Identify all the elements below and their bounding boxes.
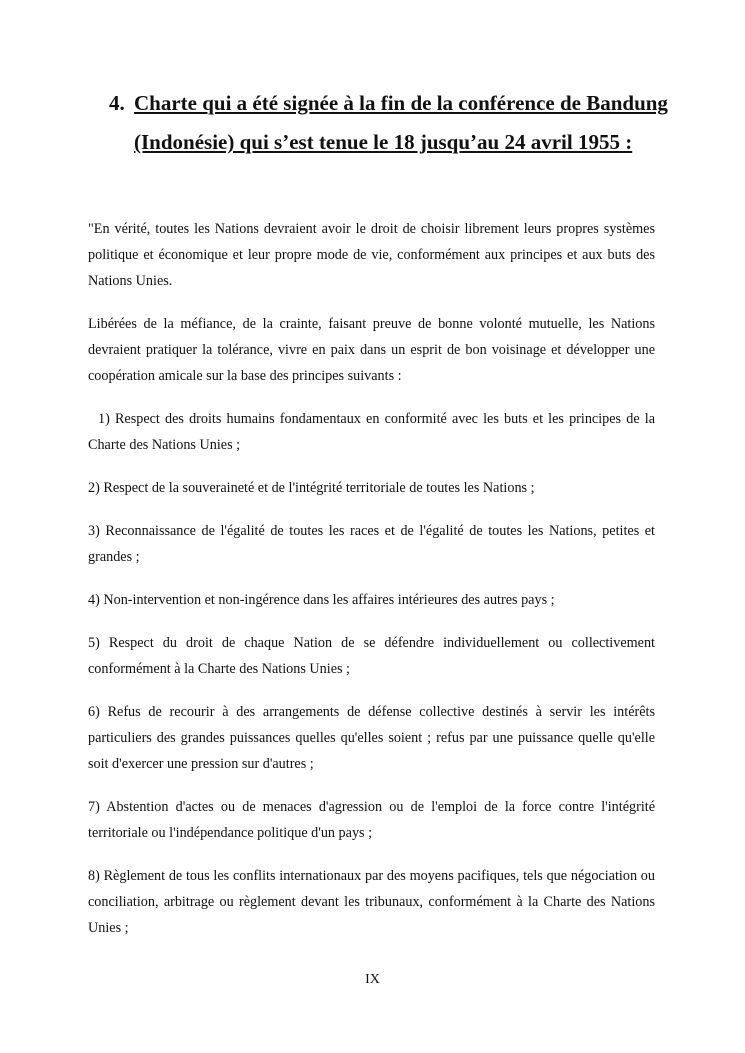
principle-6: 6) Refus de recourir à des arrangements de défense collective destinés à servir les intérêts particuliers des grandes puissances quelles qu'elles soient ; refus par une puissance quelle qu'elle soit d'exercer une pression sur d'autres ;: [88, 704, 655, 772]
principle-4: 4) Non-intervention et non-ingérence dans les affaires intérieures des autres pays ;: [88, 592, 555, 608]
principle-1: 1) Respect des droits humains fondamentaux en conformité avec les buts et les principes de la Charte des Nations Unies ;: [88, 411, 655, 453]
section-title: Charte qui a été signée à la fin de la conférence de Bandung (Indonésie) qui s’est tenue le 18 jusqu’au 24 avril 1955 :: [134, 91, 668, 154]
document-body: [88, 216, 655, 958]
principle-2: 2) Respect de la souveraineté et de l'intégrité territoriale de toutes les Nations ;: [88, 480, 535, 496]
intro-paragraph: "En vérité, toutes les Nations devraient avoir le droit de choisir librement leurs propres systèmes politique et économique et leur propre mode de vie, conformément aux principes et aux buts des Nations Unies.: [88, 221, 655, 289]
section-number: 4.: [109, 91, 125, 115]
section-heading: [109, 84, 669, 162]
principle-3: 3) Reconnaissance de l'égalité de toutes les races et de l'égalité de toutes les Nations, petites et grandes ;: [88, 523, 655, 565]
principle-7: 7) Abstention d'actes ou de menaces d'agression ou de l'emploi de la force contre l'intégrité territoriale ou l'indépendance politique d'un pays ;: [88, 799, 655, 841]
preamble-paragraph: Libérées de la méfiance, de la crainte, faisant preuve de bonne volonté mutuelle, les Nations devraient pratiquer la tolérance, vivre en paix dans un esprit de bon voisinage et développer une coopération amicale sur la base des principes suivants :: [88, 316, 655, 384]
principle-5: 5) Respect du droit de chaque Nation de se défendre individuellement ou collectivement conformément à la Charte des Nations Unies ;: [88, 635, 655, 677]
page-number: IX: [365, 972, 380, 987]
principle-8: 8) Règlement de tous les conflits internationaux par des moyens pacifiques, tels que négociation ou conciliation, arbitrage ou règlement devant les tribunaux, conformément à la Charte des Nations Unies ;: [88, 868, 655, 936]
